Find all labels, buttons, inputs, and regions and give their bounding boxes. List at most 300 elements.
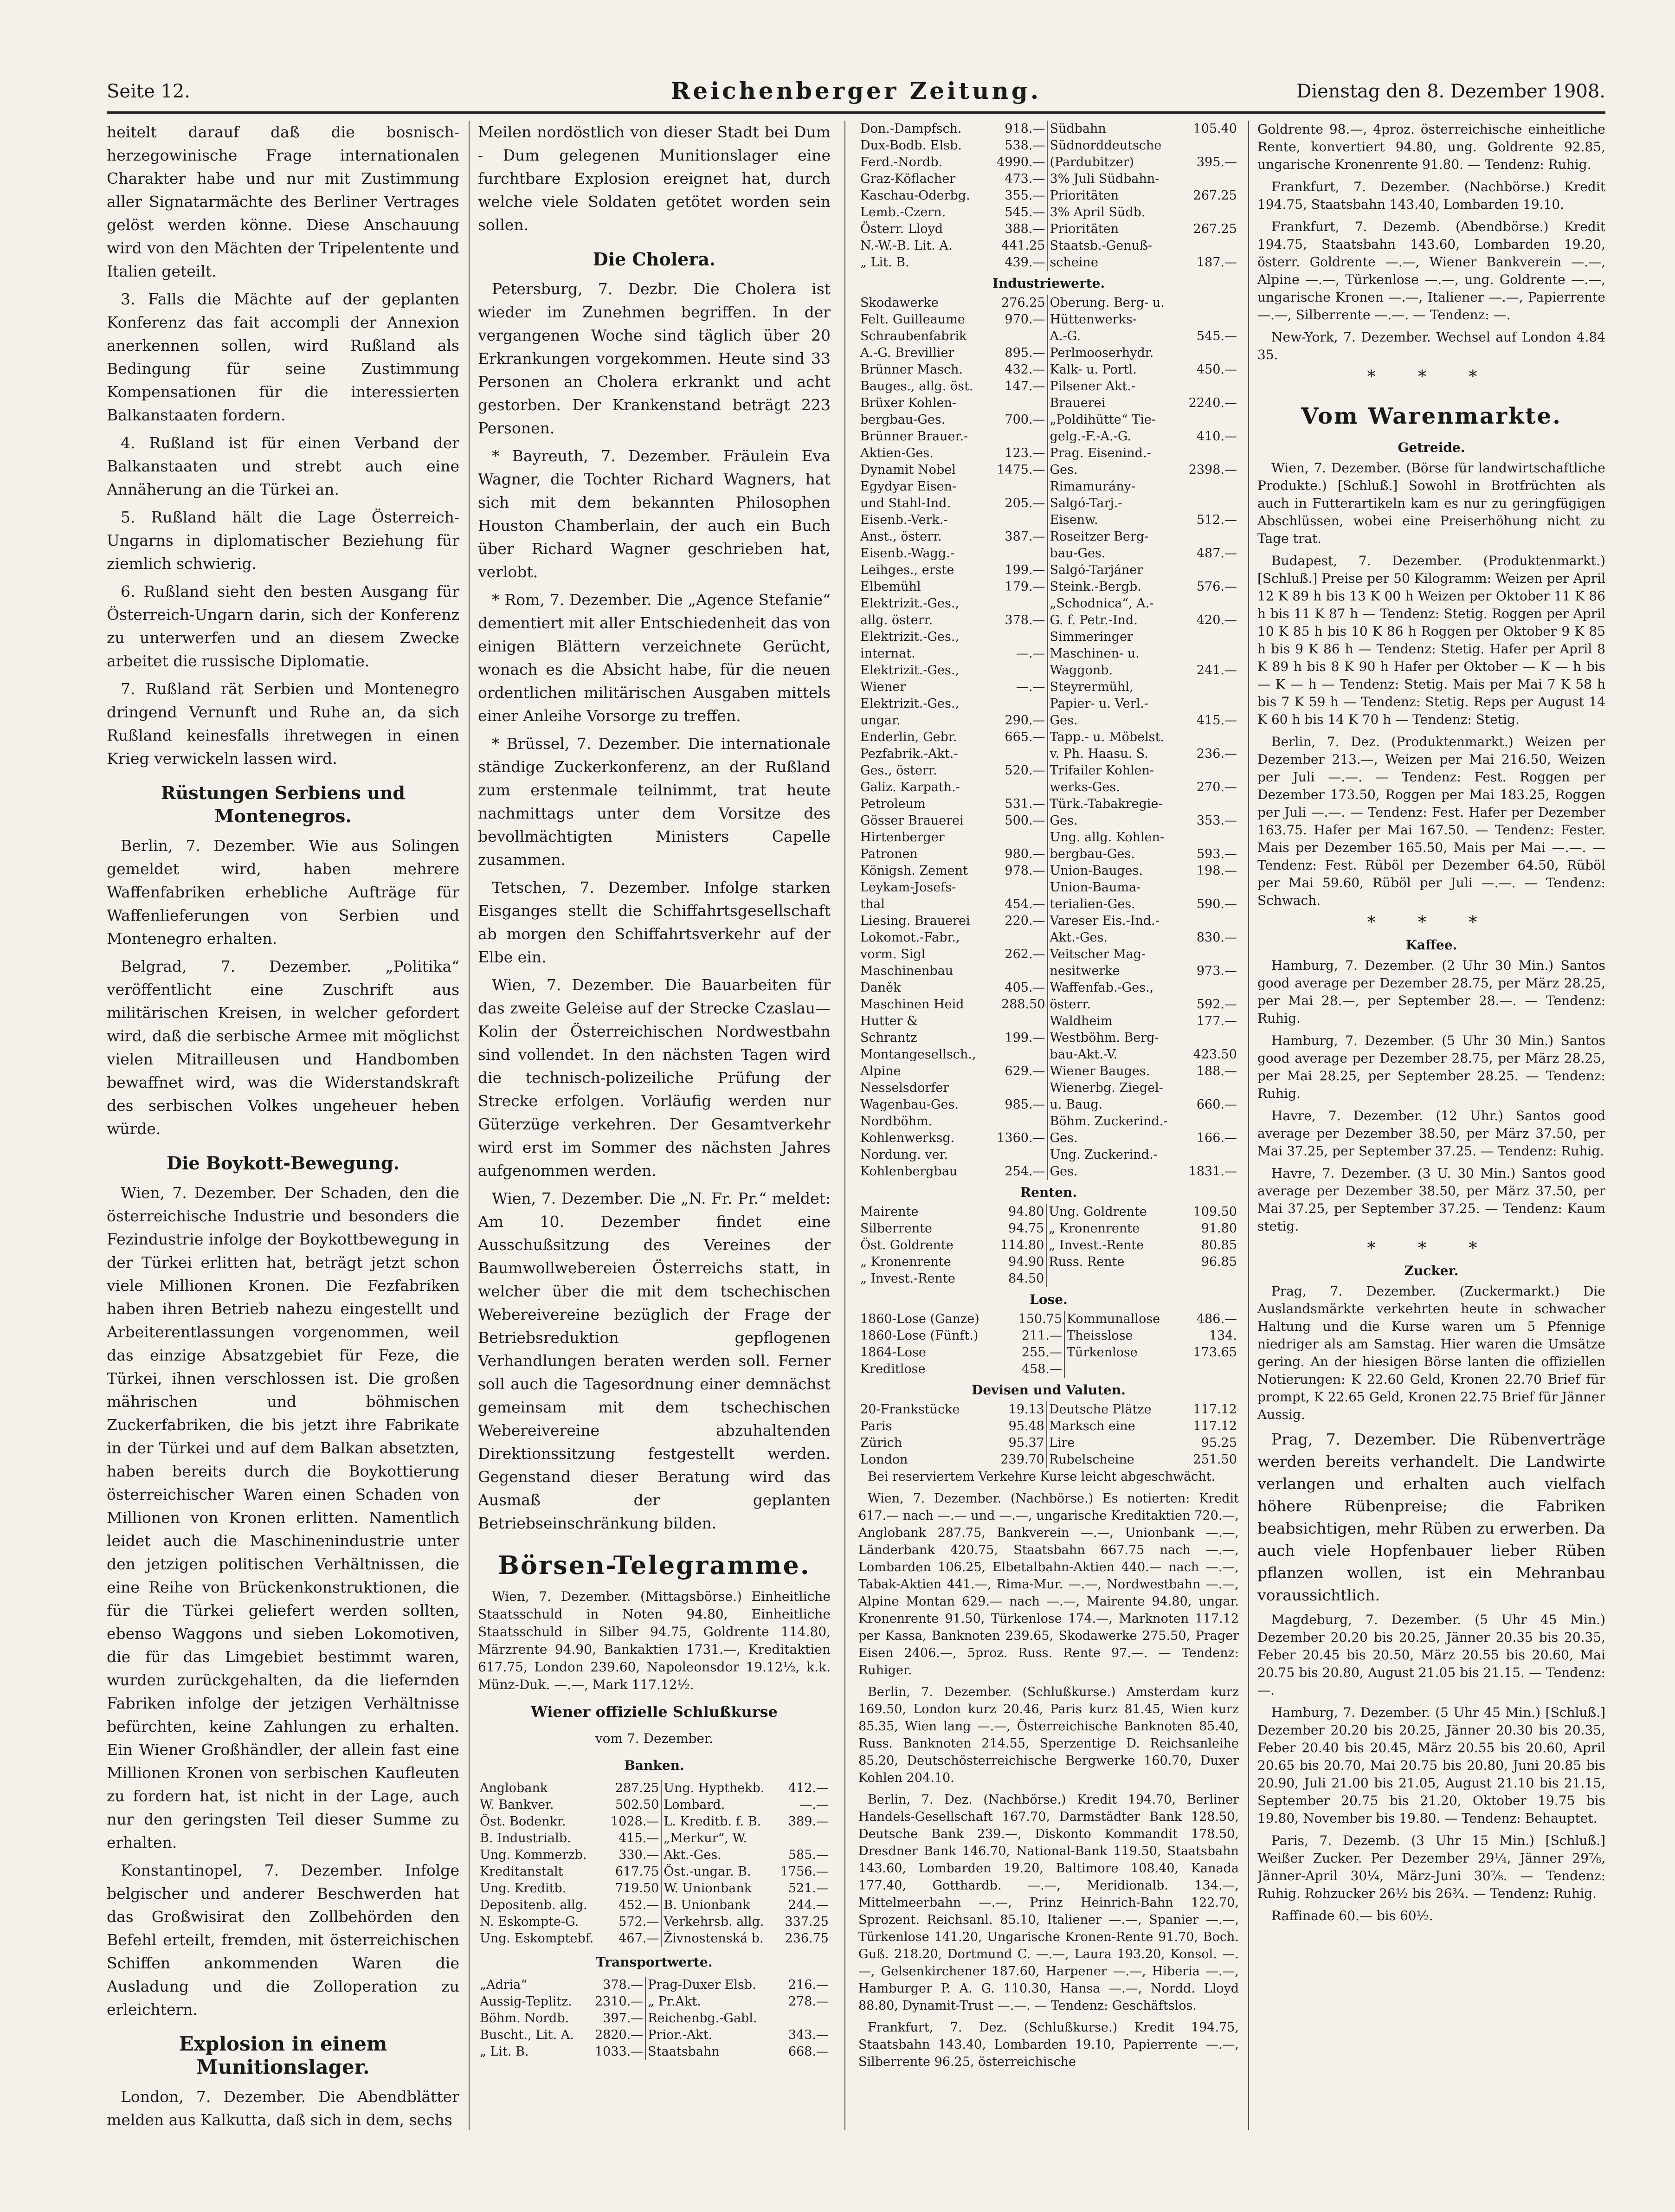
table-row (858, 137, 1239, 154)
security-name: österr. (1048, 996, 1184, 1013)
security-price: 397.— (603, 2011, 644, 2025)
security-price: 270.— (1196, 780, 1237, 794)
security-price (992, 595, 1048, 612)
security-name: Dux-Bodb. Elsb. (860, 138, 962, 153)
security-name: N.-W.-B. Lit. A. (860, 239, 953, 253)
security-name: Öst. Goldrente (860, 1238, 953, 1252)
security-name: Prag. Eisenind.- (1048, 445, 1184, 462)
security-name: Brünner Brauer.- (860, 429, 968, 444)
security-name: Rimamurány- (1048, 478, 1184, 495)
security-price: 94.90 (1008, 1255, 1044, 1269)
security-price: 617.75 (615, 1864, 659, 1879)
table-row (478, 2044, 831, 2060)
security-name: Bauges., allg. öst. (860, 379, 973, 393)
section-heading: Rüstungen Serbiens und Montenegros. (161, 782, 405, 826)
security-price: 452.— (618, 1898, 659, 1912)
security-name: A.-G. Brevillier (860, 346, 954, 360)
table-row (858, 311, 1239, 328)
table-row (858, 512, 1239, 529)
security-price: 545.— (1005, 205, 1045, 219)
security-name: Staatsb.-Genuß- (1047, 238, 1184, 254)
security-name: Daněk (860, 980, 901, 995)
table-row (858, 1163, 1239, 1180)
table-row (858, 1254, 1239, 1270)
table-row (478, 1977, 831, 1993)
security-name: Salgó-Tarjáner (1048, 562, 1184, 579)
security-name: Maschinen Heid (860, 997, 964, 1012)
security-price: 895.— (1005, 346, 1045, 360)
security-price: 545.— (1196, 329, 1237, 343)
security-name: Prioritäten (1047, 187, 1184, 204)
security-price (776, 2010, 831, 2027)
security-price (1184, 1361, 1239, 1378)
table-row (858, 1096, 1239, 1113)
table-row (858, 913, 1239, 929)
security-price (1184, 879, 1239, 896)
section-heading: Die Cholera. (593, 249, 716, 270)
article-paragraph: Havre, 7. Dezember. (3 U. 30 Min.) Santos good average per Dezember 38.50, per März 37.50, per Mai 37.25, per September 37.25. — Tendenz: Kaum stetig. (1257, 1166, 1605, 1234)
security-price (992, 1080, 1048, 1096)
security-price: 1475.— (997, 463, 1045, 477)
security-price: 668.— (788, 2044, 829, 2059)
security-name: Akt.-Ges. (661, 1847, 776, 1864)
table-row (858, 1113, 1239, 1130)
security-name: Prioritäten (1047, 221, 1184, 238)
security-price (1184, 1147, 1239, 1163)
security-name: Wiener (860, 680, 906, 694)
table-row (858, 171, 1239, 187)
security-name: Steyrermühl, (1048, 679, 1184, 696)
security-name: Österr. Lloyd (860, 222, 943, 236)
article-paragraph: Budapest, 7. Dezember. (Produktenmarkt.) [Schluß.] Preise per 50 Kilogramm: Weizen per April 12 K 89 h bis 13 K 00 h Weizen per Oktober 11 K 86 h bis 11 K 87 h — Tendenz: Stetig. Roggen per April 10 K 85 h bis 10 K 86 h Roggen per Oktober 9 K 85 h bis 9 K 86 h — Tendenz: Stetig. Hafer per April 8 K 89 h bis 8 K 90 h Hafer per Oktober — K — h bis — K — h — Tendenz: Stetig. Mais per Mai 7 K 58 h bis 7 K 59 h — Tendenz: Stetig. Reps per August 14 K 60 h bis 14 K 70 h — Tendenz: Stetig. (1257, 553, 1605, 727)
article-paragraph: Paris, 7. Dezemb. (3 Uhr 15 Min.) [Schluß.] Weißer Zucker. Per Dezember 29¼, Jänner 29⅞, Jänner-April 30¼, März-Juni 30⅞. — Tendenz: Ruhig. Rohzucker 26½ bis 26¾. — Tendenz: Ruhig. (1257, 1833, 1605, 1901)
table-row (858, 662, 1239, 679)
security-name: Ung. Kreditb. (480, 1881, 567, 1896)
security-price: 387.— (1005, 529, 1045, 544)
security-name: „Merkur“, W. (661, 1830, 776, 1847)
security-name: Waffenfab.-Ges., (1048, 980, 1184, 996)
security-name: Russ. Rente (1046, 1254, 1184, 1270)
security-name: Westböhm. Berg- (1048, 1030, 1184, 1046)
renten-table (858, 1204, 1239, 1287)
security-price: —.— (1016, 646, 1045, 661)
security-price (992, 1046, 1048, 1063)
security-name: L. Kreditb. f. B. (661, 1813, 776, 1830)
table-row (858, 1013, 1239, 1030)
security-name: Nordböhm. (860, 1114, 933, 1129)
table-row (858, 696, 1239, 712)
security-price: 439.— (1005, 255, 1045, 270)
industry-table (858, 295, 1239, 1180)
table-row (858, 729, 1239, 746)
security-name: Alpine (860, 1064, 901, 1078)
security-name: terialien-Ges. (1048, 896, 1184, 913)
security-price: 420.— (1196, 613, 1237, 627)
security-name: W. Unionbank (661, 1880, 776, 1897)
security-price: 199.— (1005, 1031, 1045, 1045)
security-price: 123.— (1005, 446, 1045, 460)
security-price: 500.— (1005, 813, 1045, 828)
security-price: 405.— (1005, 980, 1045, 995)
table-heading: Lose. (1030, 1292, 1068, 1307)
article-paragraph: Hamburg, 7. Dezember. (5 Uhr 30 Min.) Santos good average per Dezember 28.75, per März 28.25, per Mai 28.25, per September 28.25. — Tendenz: Ruhig. (1257, 1033, 1605, 1101)
security-name: Staatsbahn (645, 2044, 776, 2060)
security-price (992, 512, 1048, 529)
security-name: Prag-Duxer Elsb. (645, 1977, 776, 1993)
lose-table (858, 1311, 1239, 1378)
masthead (107, 74, 1605, 114)
security-price: 719.50 (615, 1881, 659, 1896)
security-price: 432.— (1005, 362, 1045, 377)
section-heading: Wiener offizielle Schlußkurse (530, 1703, 778, 1721)
security-price (1184, 1113, 1239, 1130)
security-price (992, 1013, 1048, 1030)
security-name: Nordung. ver. (860, 1148, 948, 1162)
page-number: Seite 12. (107, 81, 190, 102)
table-row (478, 1914, 831, 1930)
security-name: Öst.-ungar. B. (661, 1864, 776, 1880)
table-row (858, 1080, 1239, 1096)
security-price (992, 545, 1048, 562)
security-name: Liesing. Brauerei (860, 914, 970, 928)
table-row (858, 238, 1239, 254)
security-name: Elektrizit.-Ges., (860, 696, 960, 711)
security-name: Leihges., erste (860, 563, 954, 577)
table-row (858, 462, 1239, 478)
table-row (478, 1864, 831, 1880)
table-row (858, 361, 1239, 378)
security-price: 236.— (1196, 747, 1237, 761)
security-name: Kohlenwerksg. (860, 1131, 955, 1145)
table-row (858, 712, 1239, 729)
security-name: Waggonb. (1048, 662, 1184, 679)
security-name: Marksch eine (1047, 1418, 1184, 1435)
security-price: 254.— (1005, 1164, 1045, 1179)
article-paragraph: Prag, 7. Dezember. Die Rübenverträge werden bereits verhandelt. Die Landwirte verlangen und erhalten auch vielfach höhere Rübenpreise; die Fabriken beabsichtigen, mehr Rüben zu erwerben. Da auch viele Hopfenbauer lieber Rüben pflanzen wollen, ist ein Mehranbau voraussichtlich. (1257, 1430, 1605, 1604)
security-price (1184, 679, 1239, 696)
table-row (478, 1797, 831, 1813)
security-price: 412.— (788, 1781, 829, 1795)
table-row (858, 545, 1239, 562)
security-name: Deutsche Plätze (1047, 1401, 1184, 1418)
security-name: Zürich (860, 1436, 902, 1450)
table-row (478, 1897, 831, 1914)
security-name: Tapp.- u. Möbelst. (1048, 729, 1184, 746)
security-price (992, 328, 1048, 345)
security-price (1184, 378, 1239, 395)
table-row (858, 221, 1239, 238)
security-price (1184, 311, 1239, 328)
security-price (1184, 412, 1239, 428)
security-name: Pezfabrik.-Akt.- (860, 747, 958, 761)
security-price: 355.— (1005, 188, 1045, 203)
security-price: 1033.— (595, 2044, 644, 2059)
security-price (1184, 295, 1239, 311)
security-name: Perlmooserhydr. (1048, 345, 1184, 361)
security-price (1184, 1080, 1239, 1096)
article-paragraph: Goldrente 98.—, 4proz. österreichische einheitliche Rente, konvertiert 94.80, ung. Goldrente 92.85, ungarische Kronenrente 91.80. — Tendenz: Ruhig. (1257, 122, 1605, 172)
security-price (992, 395, 1048, 412)
security-price: 1756.— (780, 1864, 829, 1879)
security-name: Ferd.-Nordb. (860, 155, 943, 169)
security-price: 330.— (618, 1848, 659, 1862)
security-price: 94.75 (1008, 1221, 1044, 1236)
security-price (1184, 445, 1239, 462)
security-price: 267.25 (1193, 188, 1237, 203)
security-price (1184, 529, 1239, 545)
security-name: Waldheim (1048, 1013, 1184, 1030)
security-name: Ung. Eskomptebf. (480, 1931, 594, 1946)
security-name: Kommunallose (1064, 1311, 1184, 1328)
security-name: Schraubenfabrik (860, 329, 967, 343)
security-name: Aktien-Ges. (860, 446, 934, 460)
security-name: Schrantz (860, 1031, 917, 1045)
column-3 (858, 121, 1239, 2130)
security-name: N. Eskompte-G. (480, 1915, 579, 1929)
security-price (776, 1830, 831, 1847)
security-price (1184, 629, 1239, 645)
security-price: 2240.— (1188, 396, 1237, 410)
security-name: bau-Akt.-V. (1048, 1046, 1184, 1063)
security-price: 211.— (1021, 1328, 1063, 1343)
security-name: G. f. Petr.-Ind. (1048, 612, 1184, 629)
table-row (858, 1311, 1239, 1328)
section-divider-stars: * * * (1367, 913, 1496, 932)
security-price (1184, 762, 1239, 779)
security-price: 4990.— (997, 155, 1045, 169)
security-price: 970.— (1005, 312, 1045, 327)
security-price: 343.— (788, 2028, 829, 2042)
table-row (858, 395, 1239, 412)
security-name: Živnostenská b. (661, 1930, 776, 1947)
security-price: 531.— (1005, 797, 1045, 811)
table-row (478, 2027, 831, 2044)
article-paragraph: Wien, 7. Dezember. (Börse für landwirtschaftliche Produkte.) [Schluß.] Sowohl in Brotfrüchten als auch in Futterartikeln kam es nur zu geringfügigen Abschlüssen, wobei eine Preiserhöhung nicht zu Tage trat. (1257, 460, 1605, 546)
security-name: Böhm. Zuckerind.- (1048, 1113, 1184, 1130)
table-heading: Industriewerte. (992, 276, 1105, 291)
security-price: 410.— (1196, 429, 1237, 444)
table-row (858, 1204, 1239, 1220)
security-price: 267.25 (1193, 222, 1237, 236)
table-row (858, 345, 1239, 361)
table-row (858, 1451, 1239, 1468)
table-row (478, 1780, 831, 1797)
security-price: 94.80 (1008, 1205, 1044, 1219)
table-row (858, 412, 1239, 428)
security-price: 134. (1209, 1328, 1237, 1343)
security-price: 467.— (618, 1931, 659, 1946)
security-name: internat. (860, 646, 915, 661)
security-name: und Stahl-Ind. (860, 496, 951, 510)
table-row (858, 445, 1239, 462)
security-price: 486.— (1196, 1312, 1237, 1326)
security-price: 1831.— (1188, 1164, 1237, 1179)
security-price: 395.— (1196, 155, 1237, 169)
security-price: 96.85 (1201, 1255, 1237, 1269)
security-name: Pilsener Akt.- (1048, 378, 1184, 395)
security-price (992, 746, 1048, 762)
security-price: —.— (1016, 680, 1045, 694)
article-paragraph: 5. Rußland hält die Lage Österreich-Ungarns in diplomatischer Beziehung für ziemlich schwierig. (107, 508, 459, 573)
security-price: 660.— (1196, 1097, 1237, 1112)
security-name: bergbau-Ges. (1048, 846, 1184, 863)
security-name: „ Lit. B. (480, 2044, 529, 2059)
article-paragraph: 3. Falls die Mächte auf der geplanten Konferenz das fait accompli der Annexion anerkennen sollen, wird Rußland als Bedingung für seine Zustimmung Kompensationen für die interessierten Balkanstaaten fordern. (107, 290, 459, 424)
security-name: Steink.-Bergb. (1048, 579, 1184, 595)
security-price: 585.— (788, 1848, 829, 1862)
security-price: 95.37 (1008, 1436, 1044, 1450)
security-price (992, 929, 1048, 946)
security-name: nesitwerke (1048, 963, 1184, 980)
security-price (1184, 495, 1239, 512)
column-2 (478, 121, 831, 2130)
security-price: 458.— (1021, 1362, 1063, 1376)
security-name: „ Invest.-Rente (860, 1271, 955, 1286)
security-name: Vareser Eis.-Ind.- (1048, 913, 1184, 929)
security-price: 199.— (1005, 563, 1045, 577)
security-name: Petroleum (860, 797, 926, 811)
article-paragraph: Wien, 7. Dezember. (Nachbörse.) Es notierten: Kredit 617.— nach —.— und —.—, ungarische Kreditaktien 720.—, Anglobank 287.75, Bankverein —.—, Unionbank —.—, Länderbank 420.75, Staatsbahn 667.75 nach —.—, Lombarden 106.25, Elbetalbahn-Aktien 440.— nach —.—, Tabak-Aktien 441.—, Rima-Mur. —.—, Nordwestbahn —.—, Alpine Montan 629.— nach —.—, Mairente 94.80, ungar. Kronenrente 91.50, Türkenlose 174.—, Marknoten 117.12 per Kassa, Banknoten 239.65, Skodawerke 275.50, Prager Eisen 2406.—, 5proz. Russ. Rente 97.—. — Tendenz: Ruhiger. (858, 1491, 1239, 1677)
security-price: 572.— (618, 1915, 659, 1929)
security-price: 378.— (603, 1978, 644, 1992)
table-row (858, 1344, 1239, 1361)
security-price: 147.— (1005, 379, 1045, 393)
security-price: 251.50 (1193, 1452, 1237, 1467)
security-name: Prior.-Akt. (645, 2027, 776, 2044)
security-name: Oberung. Berg- u. (1048, 295, 1184, 311)
section-divider-stars: * * * (1367, 368, 1496, 387)
security-name: v. Ph. Haasu. S. (1048, 746, 1184, 762)
article-paragraph: London, 7. Dezember. Die Abendblätter melden aus Kalkutta, daß sich in dem, sechs (107, 2088, 459, 2129)
security-name: Elektrizit.-Ges., (860, 663, 960, 677)
article-paragraph: Frankfurt, 7. Dezember. (Nachbörse.) Kredit 194.75, Staatsbahn 143.40, Lombarden 19.10. (1257, 179, 1605, 212)
table-row (858, 1435, 1239, 1451)
security-name: Türkenlose (1064, 1344, 1184, 1361)
security-price: 1360.— (997, 1131, 1045, 1145)
security-price (1184, 345, 1239, 361)
article-paragraph: Wien, 7. Dezember. Der Schaden, den die österreichische Industrie und besonders die Fezindustrie infolge der Boykottbewegung in der Türkei erlitten hat, beträgt jetzt schon viele Millionen Kronen. Die Fezfabriken haben ihren Betrieb nahezu eingestellt und Arbeiterentlassungen vorgenommen, weil das einzige Absatzgebiet für Feze, die Türkei, ihnen verschlossen ist. Die großen mährischen und böhmischen Zuckerfabriken, die bis jetzt ihre Fabrikate in der Türkei und auf dem Balkan absetzten, haben bereits durch die Boykottierung österreichischer Waren einen Schaden von Millionen von Kronen erlitten. Namentlich leidet auch die Maschinenindustrie unter den jetzigen politischen Verhältnissen, die eine Reihe von Brückenkonstruktionen, die für die Türkei geliefert werden sollten, ebenso Waggons und sieben Lokomotiven, die für das Limgebiet bestimmt waren, wurden zurückgehalten, da die liefernden Fabriken infolge der jetzigen Verhältnisse befürchten, keine Zahlungen zu erhalten. Ein Wiener Großhändler, der allein fast eine Millionen Kronen von serbischen Kaufleuten zu fordern hat, ist nicht in der Lage, auch nur den geringsten Teil dieser Summe zu erhalten. (107, 1184, 459, 1851)
security-name: Hutter & (860, 1014, 918, 1028)
security-name: „Poldihütte“ Tie- (1048, 412, 1184, 428)
table-row (858, 980, 1239, 996)
newspaper-page (107, 74, 1605, 2135)
article-paragraph: Magdeburg, 7. Dezember. (5 Uhr 45 Min.) Dezember 20.20 bis 20.25, Jänner 20.35 bis 20.35, Feber 20.45 bis 20.50, März 20.55 bis 20.60, Mai 20.75 bis 20.80, August 21.05 bis 21.15. — Tendenz: —. (1257, 1612, 1605, 1698)
security-name: 1864-Lose (860, 1345, 926, 1360)
security-name: werks-Ges. (1048, 779, 1184, 796)
security-price: 388.— (1005, 222, 1045, 236)
security-name: „ Pr.Akt. (645, 1993, 776, 2010)
security-price (1184, 1030, 1239, 1046)
security-price: 241.— (1196, 663, 1237, 677)
table-row (478, 1993, 831, 2010)
security-name: Elektrizit.-Ges., (860, 596, 960, 611)
table-row (858, 1130, 1239, 1147)
table-heading: Banken. (624, 1758, 684, 1773)
security-price: 576.— (1196, 580, 1237, 594)
security-price (1184, 204, 1239, 221)
security-name: Felt. Guilleaume (860, 312, 965, 327)
security-price: 665.— (1005, 730, 1045, 744)
security-price: 415.— (618, 1831, 659, 1845)
security-price: 198.— (1196, 864, 1237, 878)
security-name: Buscht., Lit. A. (480, 2028, 574, 2042)
article-paragraph: Frankfurt, 7. Dezemb. (Abendbörse.) Kredit 194.75, Staatsbahn 143.60, Lombarden 19.20, österr. Goldrente —.—, Wiener Bankverein —.—, Alpine —.—, Türkenlose —.—, ung. Goldrente —.—, ungarische Kronen —.—, Italiener —.—, Papierrente —.—, Silberrente —.—. — Tendenz: —. (1257, 219, 1605, 322)
security-name: Patronen (860, 847, 918, 861)
security-price: 109.50 (1193, 1205, 1237, 1219)
article-paragraph: Bei reserviertem Verkehre Kurse leicht abgeschwächt. (868, 1470, 1216, 1484)
security-price (1184, 171, 1239, 187)
security-name: Ung. Zuckerind.- (1048, 1147, 1184, 1163)
security-price (1184, 137, 1239, 154)
security-price (992, 629, 1048, 645)
security-name: Kohlenbergbau (860, 1164, 958, 1179)
security-name: Lokomot.-Fabr., (860, 930, 960, 945)
table-row (858, 762, 1239, 779)
security-name: Dynamit Nobel (860, 463, 956, 477)
security-name: (Pardubitzer) (1047, 154, 1184, 171)
article-paragraph: New-York, 7. Dezember. Wechsel auf London 4.84 35. (1257, 329, 1605, 362)
security-price: 978.— (1005, 864, 1045, 878)
security-price: 150.75 (1018, 1312, 1063, 1326)
security-name: Elbemühl (860, 580, 921, 594)
column-4 (1257, 121, 1605, 2130)
table-row (858, 295, 1239, 311)
table-row (858, 1237, 1239, 1254)
security-name: Lombard. (661, 1797, 776, 1813)
security-price: 590.— (1196, 897, 1237, 911)
security-price (1184, 595, 1239, 612)
transport-table (478, 1977, 831, 2060)
security-name: Brünner Masch. (860, 362, 963, 377)
security-name: Türk.-Tabakregie- (1048, 796, 1184, 813)
security-price: 538.— (1005, 138, 1045, 153)
table-row (858, 378, 1239, 395)
security-name: Eisenb.-Verk.- (860, 513, 948, 527)
table-row (858, 1063, 1239, 1080)
security-price: 415.— (1196, 713, 1237, 728)
security-price: 173.65 (1193, 1345, 1237, 1360)
table-row (858, 796, 1239, 813)
security-price (1184, 238, 1239, 254)
security-name: Maschinen- u. (1048, 645, 1184, 662)
security-name: Lire (1047, 1435, 1184, 1451)
security-price (992, 779, 1048, 796)
article-paragraph: * Brüssel, 7. Dezember. Die internationale ständige Zuckerkonferenz, an der Rußland zum erstenmale teilnimmt, trat heute nachmittags unter dem Vorsitze des bevollmächtigten Ministers Capelle zusammen. (478, 735, 831, 869)
security-price: 980.— (1005, 847, 1045, 861)
security-price: 2820.— (595, 2028, 644, 2042)
security-name: u. Baug. (1048, 1096, 1184, 1113)
security-name: gelg.-F.-A.-G. (1048, 428, 1184, 445)
table-row (858, 328, 1239, 345)
security-price: 255.— (1021, 1345, 1063, 1360)
security-name: B. Unionbank (661, 1897, 776, 1914)
table-row (858, 1418, 1239, 1435)
article-paragraph: Prag, 7. Dezember. (Zuckermarkt.) Die Auslandsmärkte verkehrten heute in schwacher Haltung und die Kurse waren um 5 Pfennige niedriger als am Samstag. Hier waren die Umsätze gering. An der hiesigen Börse lanten die offiziellen Notierungen: K 22.60 Geld, Kronen 22.70 Brief für prompt, K 22.65 Geld, Kronen 22.75 Brief für Jänner Aussig. (1257, 1283, 1605, 1422)
security-name: Montangesellsch., (860, 1047, 976, 1062)
security-price: 487.— (1196, 546, 1237, 561)
security-price (1184, 946, 1239, 963)
table-row (478, 1880, 831, 1897)
table-row (858, 1220, 1239, 1237)
table-row (478, 1930, 831, 1947)
security-price (1184, 1270, 1239, 1287)
table-row (858, 562, 1239, 579)
security-price: 188.— (1196, 1064, 1237, 1078)
security-name (1046, 1270, 1184, 1287)
security-name: Don.-Dampfsch. (860, 122, 962, 136)
article-paragraph: Berlin, 7. Dezember. (Schlußkurse.) Amsterdam kurz 169.50, London kurz 20.46, Paris kurz 81.45, Wien kurz 85.35, Wien lang —.—, Österreichische Banknoten 85.40, Russ. Banknoten 214.55, Sperzentige D. Reichsanleihe 85.20, Deutschösterreichische Bergwerke 160.70, Duxer Kohlen 204.10. (858, 1685, 1239, 1785)
security-name: Salgó-Tarj.- (1048, 495, 1184, 512)
